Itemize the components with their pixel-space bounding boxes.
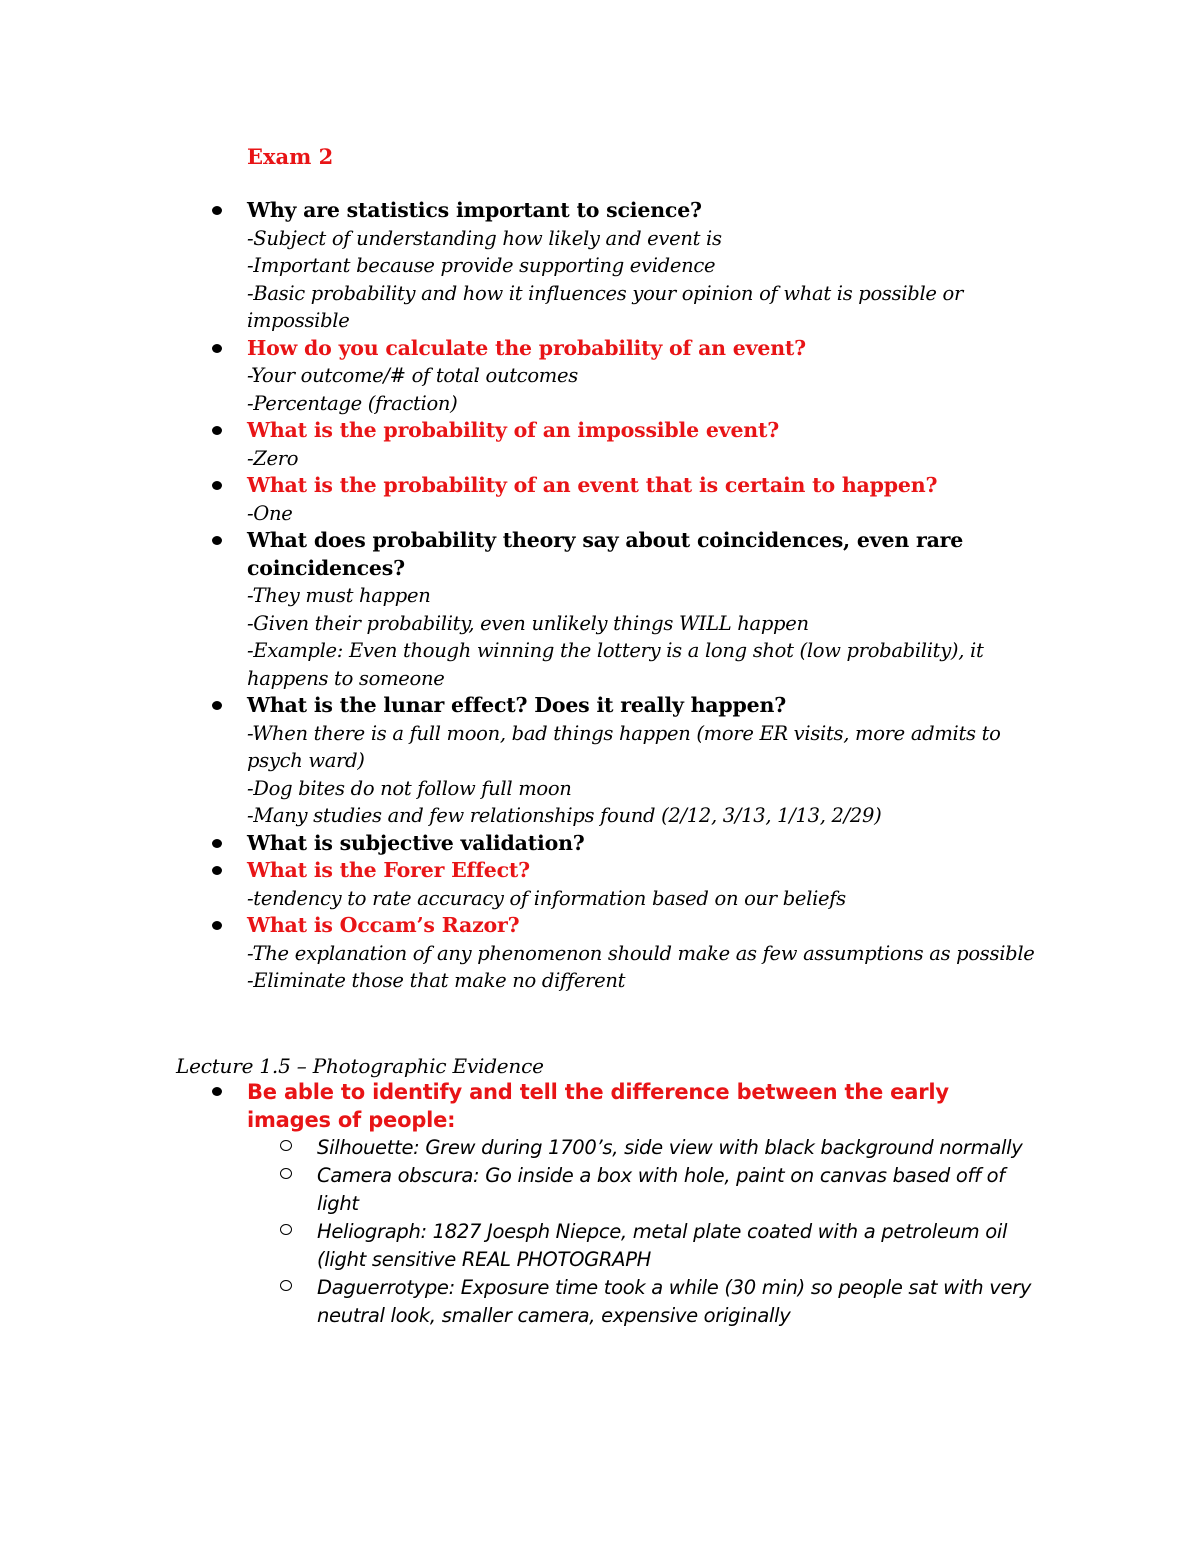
- question-text: What is Occam’s Razor?: [247, 913, 520, 937]
- answer-line: -Subject of understanding how likely and event is: [247, 226, 722, 250]
- sub-list-item: [247, 1162, 1037, 1218]
- question-text: What is the probability of an impossible event?: [247, 418, 780, 442]
- bullet-icon: [212, 481, 222, 490]
- question-text: How do you calculate the probability of an event?: [247, 335, 806, 360]
- answer-line: -One: [247, 501, 293, 525]
- question-text: Why are statistics important to science?: [247, 198, 702, 222]
- answer-line: -Example: Even though winning the lottery is a long shot (low probability), it happens to someone: [247, 639, 984, 690]
- circle-bullet-icon: [280, 1280, 292, 1291]
- lecture-list: [0, 1078, 1200, 1330]
- bullet-icon: [212, 701, 222, 710]
- answer-line: -Basic probability and how it influences your opinion of what is possible or impossible: [247, 281, 963, 332]
- bullet-icon: [212, 866, 222, 875]
- bullet-icon: [212, 206, 222, 215]
- question-text: What is the probability of an event that is certain to happen?: [247, 473, 938, 497]
- list-item: [0, 912, 1037, 995]
- list-item: [0, 692, 1037, 830]
- lecture-heading: Be able to identify and tell the difference between the early images of people:: [247, 1080, 949, 1132]
- list-item: [0, 830, 1037, 858]
- bullet-icon: [212, 536, 222, 545]
- question-text: What is the Forer Effect?: [247, 858, 530, 882]
- sub-list: [247, 1134, 1037, 1330]
- answer-line: -Your outcome/# of total outcomes: [247, 364, 578, 387]
- sub-item-text: Daguerrotype: Exposure time took a while (30 min) so people sat with very neutral look, smaller camera, expensive originally: [317, 1276, 1032, 1327]
- question-list: [0, 197, 1200, 995]
- answer-line: -Eliminate those that make no different: [247, 969, 626, 992]
- sub-list-item: [247, 1274, 1037, 1330]
- lecture-title: Lecture 1.5 – Photographic Evidence: [176, 1054, 544, 1078]
- bullet-icon: [212, 839, 222, 848]
- sub-item-text: Silhouette: Grew during 1700’s, side view with black background normally: [317, 1136, 1023, 1159]
- sub-list-item: [247, 1218, 1037, 1274]
- sub-item-text: Heliograph: 1827 Joesph Niepce, metal plate coated with a petroleum oil (light sensitive REAL PHOTOGRAPH: [317, 1220, 1008, 1271]
- list-item: [0, 1078, 1037, 1330]
- list-item: [0, 335, 1037, 418]
- sub-list-item: [247, 1134, 1037, 1162]
- list-item: [0, 527, 1037, 692]
- circle-bullet-icon: [280, 1140, 292, 1151]
- answer-line: -The explanation of any phenomenon should make as few assumptions as possible: [247, 941, 1035, 965]
- sub-item-text: Camera obscura: Go inside a box with hole, paint on canvas based off of light: [317, 1164, 1005, 1215]
- answer-line: -They must happen: [247, 584, 431, 607]
- bullet-icon: [212, 1087, 222, 1096]
- exam-title: Exam 2: [247, 144, 334, 169]
- answer-line: -Dog bites do not follow full moon: [247, 776, 572, 800]
- circle-bullet-icon: [280, 1224, 292, 1235]
- list-item: [0, 417, 1037, 472]
- circle-bullet-icon: [280, 1168, 292, 1179]
- answer-line: -Many studies and few relationships found (2/12, 3/13, 1/13, 2/29): [247, 804, 882, 827]
- bullet-icon: [212, 344, 222, 353]
- answer-line: -Zero: [247, 446, 299, 470]
- answer-line: -tendency to rate accuracy of information based on our beliefs: [247, 886, 846, 910]
- bullet-icon: [212, 921, 222, 930]
- question-text: What is the lunar effect? Does it really happen?: [247, 693, 787, 717]
- question-text: What does probability theory say about coincidences, even rare coincidences?: [247, 528, 964, 580]
- question-text: What is subjective validation?: [247, 830, 585, 855]
- list-item: [0, 472, 1037, 527]
- answer-line: -Percentage (fraction): [247, 391, 458, 415]
- bullet-icon: [212, 426, 222, 435]
- answer-line: -Given their probability, even unlikely things WILL happen: [247, 611, 809, 635]
- list-item: [0, 197, 1037, 335]
- list-item: [0, 857, 1037, 912]
- answer-line: -Important because provide supporting evidence: [247, 254, 716, 277]
- answer-line: -When there is a full moon, bad things happen (more ER visits, more admits to psych ward): [247, 721, 1001, 772]
